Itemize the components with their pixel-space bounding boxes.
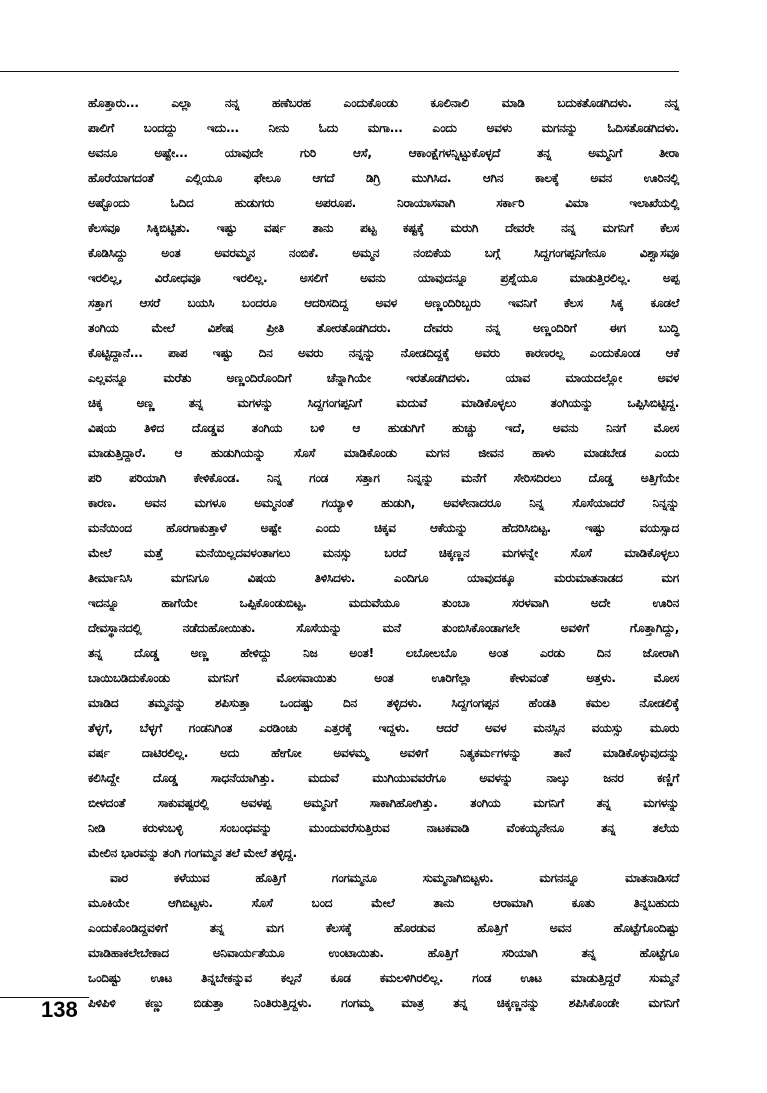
text-line: ಕಲಿಸಿದ್ದೇ ದೊಡ್ಡ ಸಾಧನೆಯಾಗಿತ್ತು. ಮದುವೆ ಮುಗಿಯುವವರೆಗೂ ಅವಳನ್ನು ನಾಲ್ಕು ಜನರ ಕಣ್ಣಿಗೆ — [88, 771, 679, 785]
text-line: ಬೀಳದಂತೆ ಸಾಕುವಷ್ಟರಲ್ಲಿ ಅವಳಪ್ಪ ಅಮ್ಮನಿಗೆ ಸಾಕಾಗಿಹೋಗಿತ್ತು. ತಂಗಿಯ ಮಗನಿಗೆ ತನ್ನ ಮಗಳನ್ನು — [88, 796, 679, 810]
text-line: ಹೊತ್ತಾರು... ಎಲ್ಲಾ ನನ್ನ ಹಣೆಬರಹ ಎಂದುಕೊಂಡು ಕೂಲಿನಾಲಿ ಮಾಡಿ ಬದುಕತೊಡಗಿದಳು. ನನ್ನ — [88, 96, 679, 110]
text-line: ಪಾಲಿಗೆ ಬಂದದ್ದು ಇದು... ನೀನು ಓದು ಮಗಾ... ಎಂದು ಅವಳು ಮಗನನ್ನು ಓದಿಸತೊಡಗಿದಳು. — [88, 121, 679, 135]
text-line: ತಂಗಿಯ ಮೇಲೆ ವಿಶೇಷ ಪ್ರೀತಿ ತೋರತೊಡಗಿದರು. ದೇವರು ನನ್ನ ಅಣ್ಣಂದಿರಿಗೆ ಈಗ ಬುದ್ಧಿ — [88, 321, 679, 335]
text-line: ಎಲ್ಲವನ್ನೂ ಮರೆತು ಅಣ್ಣಂದಿರೊಂದಿಗೆ ಚೆನ್ನಾಗಿಯೇ ಇರತೊಡಗಿದಳು. ಯಾವ ಮಾಯದಲ್ಲೋ ಅವಳ — [88, 371, 679, 385]
text-line: ಮಾಡಿದ ತಮ್ಮನನ್ನು ಶಪಿಸುತ್ತಾ ಒಂದಷ್ಟು ದಿನ ತಳ್ಳಿದಳು. ಸಿದ್ದಗಂಗಪ್ಪನ ಹೆಂಡತಿ ಕಮಲ ನೋಡಲಿಕ್ಕೆ — [88, 696, 679, 710]
text-line: ಚಿಕ್ಕ ಅಣ್ಣ ತನ್ನ ಮಗಳನ್ನು ಸಿದ್ದಗಂಗಪ್ಪನಿಗೆ ಮದುವೆ ಮಾಡಿಕೊಳ್ಳಲು ತಂಗಿಯನ್ನು ಒಪ್ಪಿಸಿಬಿಟ್ಟಿದ್ದ. — [88, 396, 679, 410]
text-line: ಮಾಡುತ್ತಿದ್ದಾರೆ. ಆ ಹುಡುಗಿಯನ್ನು ಸೊಸೆ ಮಾಡಿಕೊಂಡು ಮಗನ ಜೀವನ ಹಾಳು ಮಾಡಬೇಡ ಎಂದು — [88, 446, 679, 460]
text-line: ಕೆಲಸವೂ ಸಿಕ್ಕಿಬಿಟ್ಟಿತು. ಇಷ್ಟು ವರ್ಷ ತಾನು ಪಟ್ಟ ಕಷ್ಟಕ್ಕೆ ಮರುಗಿ ದೇವರೇ ನನ್ನ ಮಗನಿಗೆ ಕೆಲಸ — [88, 221, 679, 235]
header-rule — [0, 71, 679, 72]
body-text — [88, 91, 679, 1016]
text-line: ಕೊಡಿಸಿದ್ದು ಅಂತ ಅವರಮ್ಮನ ನಂಬಿಕೆ. ಅಮ್ಮನ ನಂಬಿಕೆಯ ಬಗ್ಗೆ ಸಿದ್ದಗಂಗಪ್ಪನಿಗೇನೂ ವಿಶ್ವಾಸವೂ — [88, 246, 679, 260]
text-line: ಪರಿ ಪರಿಯಾಗಿ ಕೇಳಿಕೊಂಡ. ನಿನ್ನ ಗಂಡ ಸತ್ತಾಗ ನಿನ್ನನ್ನು ಮನೆಗೆ ಸೇರಿಸದಿರಲು ದೊಡ್ಡ ಅತ್ತಿಗೆಯೇ — [88, 471, 679, 485]
text-line: ಎಂದುಕೊಂಡಿದ್ದವಳಿಗೆ ತನ್ನ ಮಗ ಕೆಲಸಕ್ಕೆ ಹೊರಡುವ ಹೊತ್ತಿಗೆ ಅವನ ಹೊಟ್ಟೆಗೊಂದಿಷ್ಟು — [88, 921, 679, 935]
text-line: ಒಂದಿಷ್ಟು ಊಟ ತಿನ್ನಬೇಕನ್ನುವ ಕಲ್ಪನೆ ಕೂಡ ಕಮಲಳಿಗಿರಲಿಲ್ಲ. ಗಂಡ ಊಟ ಮಾಡುತ್ತಿದ್ದರೆ ಸುಮ್ಮನೆ — [88, 971, 679, 985]
text-line: ಮಾಡಿಹಾಕಲೇಬೇಕಾದ ಅನಿವಾರ್ಯತೆಯೂ ಉಂಟಾಯಿತು. ಹೊತ್ತಿಗೆ ಸರಿಯಾಗಿ ತನ್ನ ಹೊಟ್ಟೆಗೂ — [88, 946, 679, 960]
text-line: ತೀರ್ಮಾನಿಸಿ ಮಗನಿಗೂ ವಿಷಯ ತಿಳಿಸಿದಳು. ಎಂದಿಗೂ ಯಾವುದಕ್ಕೂ ಮರುಮಾತನಾಡದ ಮಗ — [88, 571, 679, 585]
text-line: ವಿಷಯ ತಿಳಿದ ದೊಡ್ಡವ ತಂಗಿಯ ಬಳಿ ಆ ಹುಡುಗಿಗೆ ಹುಚ್ಚು ಇದೆ, ಅವನು ನಿನಗೆ ಮೋಸ — [88, 421, 679, 435]
text-line: ಸತ್ತಾಗ ಆಸರೆ ಬಯಸಿ ಬಂದರೂ ಆದರಿಸದಿದ್ದ ಅವಳ ಅಣ್ಣಂದಿರಿಬ್ಬರು ಇವನಿಗೆ ಕೆಲಸ ಸಿಕ್ಕ ಕೂಡಲೆ — [88, 296, 679, 310]
text-line: ಇರಲಿಲ್ಲ, ವಿರೋಧವೂ ಇರಲಿಲ್ಲ. ಅಸಲಿಗೆ ಅವನು ಯಾವುದನ್ನೂ ಪ್ರಶ್ನೆಯೂ ಮಾಡುತ್ತಿರಲಿಲ್ಲ. ಅಪ್ಪ — [88, 271, 679, 285]
text-line: ವರ್ಷ ದಾಟಿರಲಿಲ್ಲ. ಅದು ಹೇಗೋ ಅವಳಮ್ಮ ಅವಳಿಗೆ ನಿತ್ಯಕರ್ಮಗಳನ್ನು ತಾನೆ ಮಾಡಿಕೊಳ್ಳುವುದನ್ನು — [88, 746, 679, 760]
text-line: ತೆಳ್ಳಗೆ, ಬೆಳ್ಳಗೆ ಗಂಡನಿಗಿಂತ ಎರಡಿಂಚು ಎತ್ತರಕ್ಕೆ ಇದ್ದಳು. ಆದರೆ ಅವಳ ಮನಸ್ಸಿನ ವಯಸ್ಸು ಮೂರು — [88, 721, 679, 735]
text-line: ಅಷ್ಟೊಂದು ಓದಿದ ಹುಡುಗರು ಅಪರೂಪ. ನಿರಾಯಾಸವಾಗಿ ಸರ್ಕಾರಿ ವಿಮಾ ಇಲಾಖೆಯಲ್ಲಿ — [88, 196, 679, 210]
text-line: ಮೂಕಿಯೇ ಆಗಿಬಿಟ್ಟಳು. ಸೊಸೆ ಬಂದ ಮೇಲೆ ತಾನು ಆರಾಮಾಗಿ ಕೂತು ತಿನ್ನಬಹುದು — [88, 896, 679, 910]
text-line: ದೇವಸ್ಥಾನದಲ್ಲಿ ನಡೆದುಹೋಯಿತು. ಸೊಸೆಯನ್ನು ಮನೆ ತುಂಬಿಸಿಕೊಂಡಾಗಲೇ ಅವಳಿಗೆ ಗೊತ್ತಾಗಿದ್ದು, — [88, 621, 679, 635]
page-number: 138 — [41, 997, 78, 1022]
paragraph-end-line: ಮೇಲಿನ ಭಾರವನ್ನು ತಂಗಿ ಗಂಗಮ್ಮನ ತಲೆ ಮೇಲೆ ತಳ್ಳಿದ್ದ. — [88, 846, 297, 860]
text-line: ಮನೆಯಿಂದ ಹೊರಗಾಕುತ್ತಾಳೆ ಅಷ್ಟೇ ಎಂದು ಚಿಕ್ಕವ ಆಕೆಯನ್ನು ಹೆದರಿಸಿಬಿಟ್ಟ. ಇಷ್ಟು ವಯಸ್ಸಾದ — [88, 521, 679, 535]
text-line: ನೀಡಿ ಕರುಳುಬಳ್ಳಿ ಸಂಬಂಧವನ್ನು ಮುಂದುವರೆಸುತ್ತಿರುವ ನಾಟಕವಾಡಿ ವೆಂಕಯ್ಯನೇನೂ ತನ್ನ ತಲೆಯ — [88, 821, 679, 835]
text-line: ಅವನೂ ಅಷ್ಟೇ... ಯಾವುದೇ ಗುರಿ ಆಸೆ, ಆಕಾಂಕ್ಷೆಗಳನ್ನಿಟ್ಟುಕೊಳ್ಳದೆ ತನ್ನ ಅಮ್ಮನಿಗೆ ತೀರಾ — [88, 146, 679, 160]
text-line: ಮೇಲೆ ಮತ್ತೆ ಮನೆಯಿಲ್ಲದವಳಂತಾಗಲು ಮನಸ್ಸು ಬರದೆ ಚಿಕ್ಕಣ್ಣನ ಮಗಳನ್ನೇ ಸೊಸೆ ಮಾಡಿಕೊಳ್ಳಲು — [88, 546, 679, 560]
text-line: ಹೊರೆಯಾಗದಂತೆ ಎಲ್ಲಿಯೂ ಫೇಲೂ ಆಗದೆ ಡಿಗ್ರಿ ಮುಗಿಸಿದ. ಆಗಿನ ಕಾಲಕ್ಕೆ ಅವನ ಊರಿನಲ್ಲಿ — [88, 171, 679, 185]
text-line: ಕೊಟ್ಟಿದ್ದಾನೆ... ಪಾಪ ಇಷ್ಟು ದಿನ ಅವರು ನನ್ನನ್ನು ನೋಡದಿದ್ದಕ್ಕೆ ಅವರು ಕಾರಣರಲ್ಲ ಎಂದುಕೊಂಡ ಆಕೆ — [88, 346, 679, 360]
text-line: ತನ್ನ ದೊಡ್ಡ ಅಣ್ಣ ಹೇಳಿದ್ದು ನಿಜ ಅಂತ! ಲಬೋಲಬೊ ಅಂತ ಎರಡು ದಿನ ಜೋರಾಗಿ — [88, 646, 679, 660]
text-line: ಇದನ್ನೂ ಹಾಗೆಯೇ ಒಪ್ಪಿಕೊಂಡುಬಿಟ್ಟ. ಮದುವೆಯೂ ತುಂಬಾ ಸರಳವಾಗಿ ಅದೇ ಊರಿನ — [88, 596, 679, 610]
paragraph-start-line: ವಾರ ಕಳೆಯುವ ಹೊತ್ತಿಗೆ ಗಂಗಮ್ಮನೂ ಸುಮ್ಮನಾಗಿಬಿಟ್ಟಳು. ಮಗನನ್ನೂ ಮಾತನಾಡಿಸದೆ — [110, 871, 679, 885]
text-line: ಬಾಯಿಬಡಿದುಕೊಂಡು ಮಗನಿಗೆ ಮೋಸವಾಯಿತು ಅಂತ ಊರಿಗೆಲ್ಲಾ ಕೇಳುವಂತೆ ಅತ್ತಳು. ಮೋಸ — [88, 671, 679, 685]
text-line: ಪಿಳಿಪಿಳಿ ಕಣ್ಣು ಬಿಡುತ್ತಾ ನಿಂತಿರುತ್ತಿದ್ದಳು. ಗಂಗಮ್ಮ ಮಾತ್ರ ತನ್ನ ಚಿಕ್ಕಣ್ಣನನ್ನು ಶಪಿಸಿಕೊಂಡೇ ಮಗನಿಗೆ — [88, 996, 679, 1010]
text-line: ಕಾರಣ. ಅವನ ಮಗಳೂ ಅಮ್ಮನಂತೆ ಗಯ್ಯಾಳಿ ಹುಡುಗಿ, ಅವಳೇನಾದರೂ ನಿನ್ನ ಸೊಸೆಯಾದರೆ ನಿನ್ನನ್ನು — [88, 496, 679, 510]
